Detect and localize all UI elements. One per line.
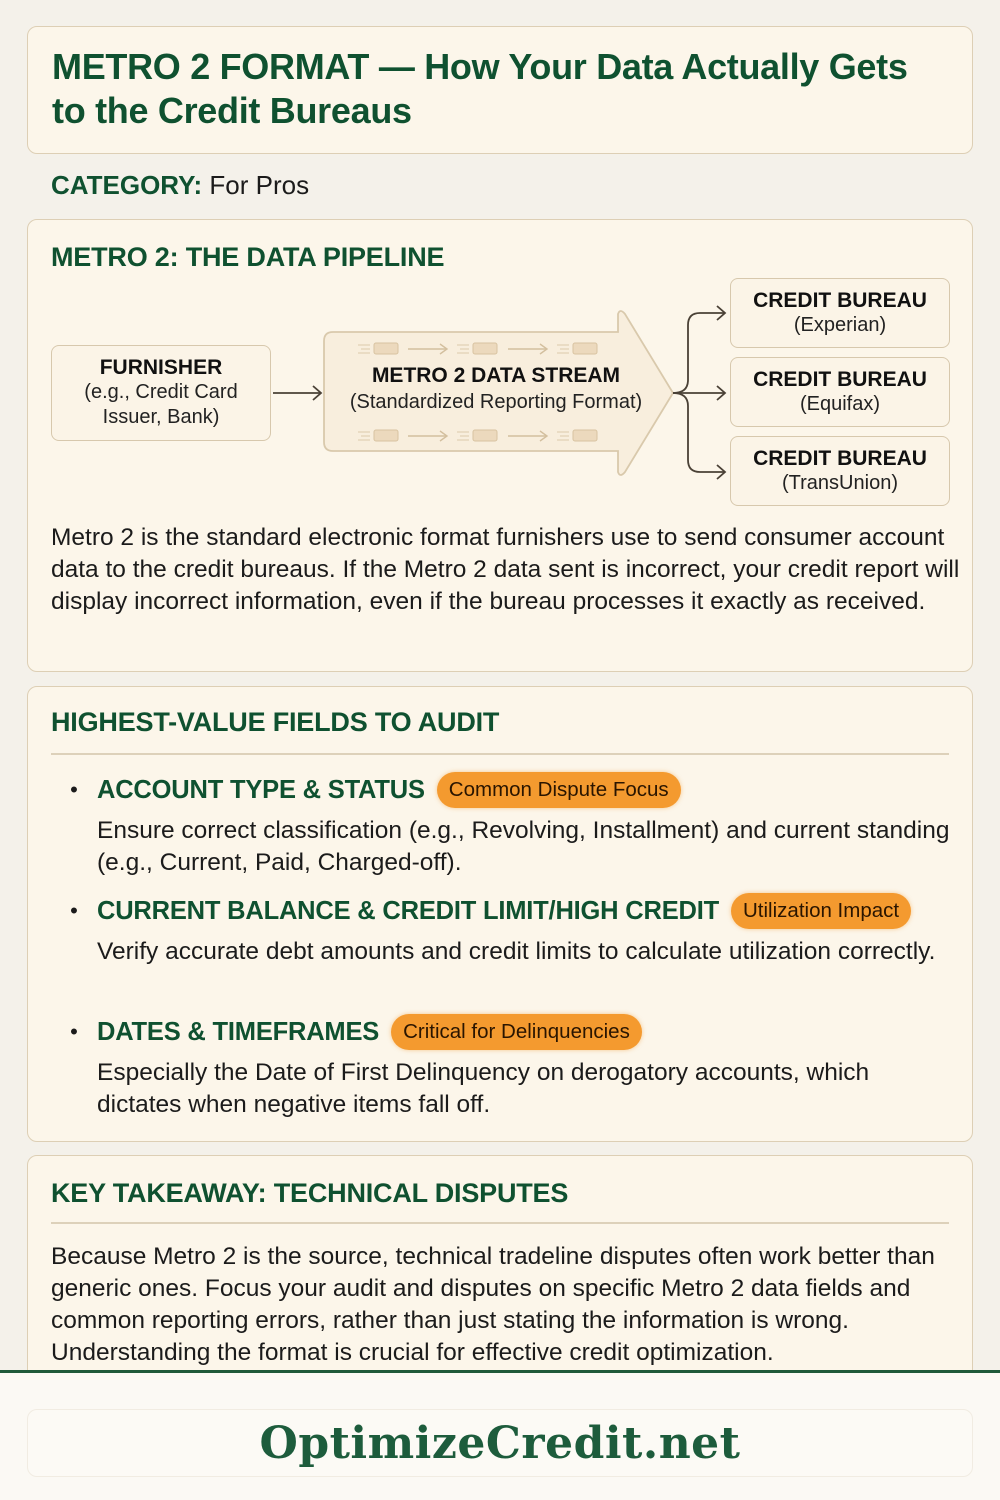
category-value: For Pros (209, 170, 310, 200)
branch-arrows-icon (673, 306, 725, 479)
field-title: ACCOUNT TYPE & STATUS (97, 775, 425, 804)
page-title: METRO 2 FORMAT — How Your Data Actually Gets to the Credit Bureaus (52, 46, 908, 131)
footer (0, 1370, 1000, 1500)
field-description: Verify accurate debt amounts and credit limits to calculate utilization correctly. (97, 938, 936, 965)
fields-card (27, 686, 973, 1142)
bureau-box-transunion (730, 436, 950, 506)
furnisher-subtitle: (e.g., Credit Card Issuer, Bank) (84, 381, 238, 428)
field-description: Ensure correct classification (e.g., Revolving, Installment) and current standing (e.g., Current, Paid, Charged-off). (97, 817, 950, 876)
bullet-icon: • (70, 898, 78, 923)
stream-title: METRO 2 DATA STREAM (371, 364, 621, 387)
bureau-title: CREDIT BUREAU (753, 288, 927, 312)
bureau-box-equifax (730, 357, 950, 427)
field-title: CURRENT BALANCE & CREDIT LIMIT/HIGH CREDIT (97, 896, 719, 925)
bullet-icon: • (70, 777, 78, 802)
field-description: Especially the Date of First Delinquency on derogatory accounts, which dictates when negative items fall off. (97, 1059, 870, 1118)
pipeline-heading: METRO 2: THE DATA PIPELINE (51, 242, 445, 272)
fields-heading: HIGHEST-VALUE FIELDS TO AUDIT (51, 707, 500, 737)
section-divider (51, 753, 949, 755)
takeaway-heading: KEY TAKEAWAY: TECHNICAL DISPUTES (51, 1178, 569, 1208)
bureau-title: CREDIT BUREAU (753, 367, 927, 391)
field-item (51, 771, 952, 879)
title-card (27, 26, 973, 154)
category-line (51, 170, 309, 201)
takeaway-text: Because Metro 2 is the source, technical tradeline disputes often work better than generic ones. Focus your audit and disputes on specific Metro 2 data fields and common reporting errors, rather than just stating the information is wrong. Understanding the format is crucial for effective credit optimization. (51, 1243, 935, 1366)
category-label: CATEGORY: (51, 170, 203, 200)
section-divider (51, 1222, 949, 1224)
bureau-name: (Experian) (793, 313, 887, 336)
furnisher-box (51, 345, 271, 441)
pipeline-description: Metro 2 is the standard electronic format furnishers use to send consumer account data to the credit bureaus. If the Metro 2 data sent is incorrect, your credit report will display incorrect information, even if the bureau processes it exactly as received. (51, 524, 960, 615)
field-badge: Utilization Impact (731, 893, 911, 929)
data-stream-label (328, 363, 664, 415)
brand-logo-text: OptimizeCredit.net (259, 1417, 741, 1469)
field-item (51, 892, 952, 968)
takeaway-card (27, 1155, 973, 1393)
field-badge: Critical for Delinquencies (391, 1014, 642, 1050)
field-title: DATES & TIMEFRAMES (97, 1017, 380, 1046)
field-item (51, 1013, 952, 1121)
bureau-name: (TransUnion) (782, 471, 898, 494)
arrow-right-icon (273, 386, 321, 400)
bureau-name: (Equifax) (799, 392, 881, 415)
furnisher-title: FURNISHER (99, 356, 223, 379)
bureau-title: CREDIT BUREAU (753, 446, 927, 470)
footer-brand-box (27, 1409, 973, 1477)
stream-subtitle: (Standardized Reporting Format) (349, 391, 643, 413)
bureau-box-experian (730, 278, 950, 348)
field-badge: Common Dispute Focus (437, 772, 681, 808)
bullet-icon: • (70, 1019, 78, 1044)
pipeline-card (27, 219, 973, 672)
